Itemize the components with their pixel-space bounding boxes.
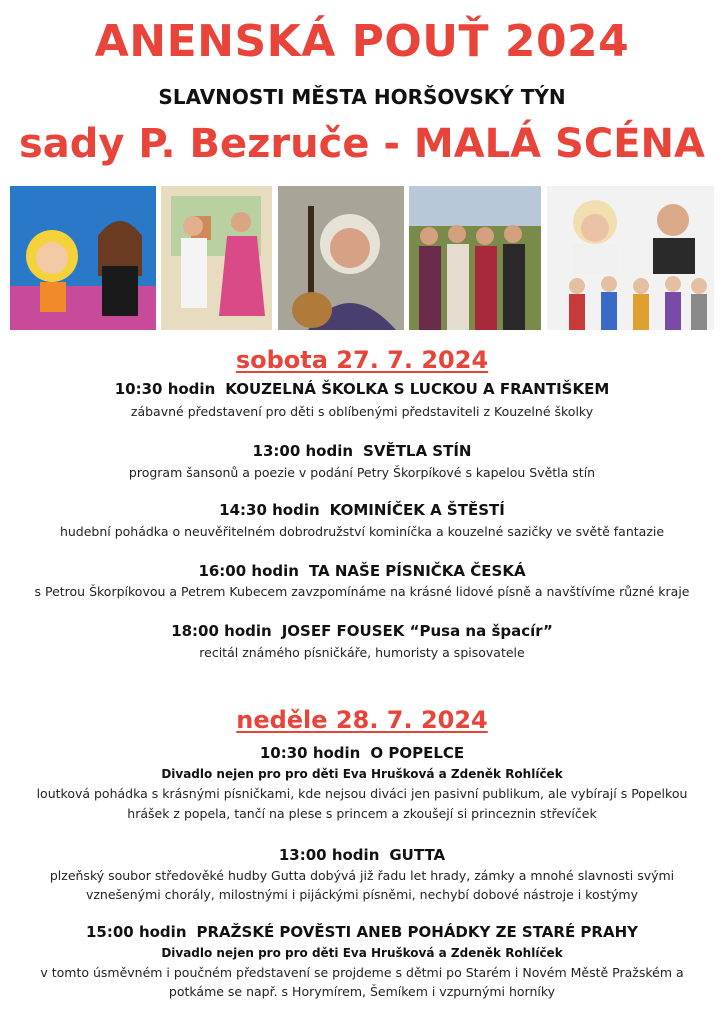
event-name: TA NAŠE PÍSNIČKA ČESKÁ (308, 562, 526, 580)
event-title (0, 621, 724, 641)
event-title (0, 561, 724, 581)
event-time: 18:00 hodin (171, 622, 272, 640)
photo-josef-fousek (278, 186, 404, 330)
event-performer: Divadlo nejen pro pro děti Eva Hrušková a Zdeněk Rohlíček (161, 946, 563, 960)
event-name: GUTTA (389, 846, 446, 864)
event-name: KOUZELNÁ ŠKOLKA S LUCKOU A FRANTIŠKEM (225, 380, 610, 398)
saturday-heading: sobota 27. 7. 2024 (235, 346, 489, 374)
event-time: 15:00 hodin (85, 923, 187, 941)
event-title (0, 845, 724, 865)
poster-title: ANENSKÁ POUŤ 2024 (94, 16, 630, 67)
sunday-heading: neděle 28. 7. 2024 (236, 706, 488, 734)
photo-strip (0, 186, 724, 330)
event-time: 10:30 hodin (114, 380, 216, 398)
event-time: 13:00 hodin (252, 442, 354, 460)
event-name: O POPELCE (370, 744, 465, 762)
event-description: zábavné představení pro děti s oblíbenými představiteli z Kouzelné školky (130, 404, 594, 419)
event-title (0, 743, 724, 763)
event-name: JOSEF FOUSEK “Pusa na špacír” (281, 622, 553, 640)
event-title (0, 441, 724, 461)
photo-gutta (409, 186, 541, 330)
event-description: s Petrou Škorpíkovou a Petrem Kubecem zavzpomínáme na krásné lidové písně a navštívíme různé kraje (34, 584, 690, 599)
event-description: potkáme se např. s Horymírem, Šemíkem i vzpurnými horníky (168, 984, 556, 999)
event-description: hudební pohádka o neuvěřitelném dobrodružství kominíčka a kouzelné sazičky ve světě fantazie (59, 524, 665, 539)
event-title (0, 922, 724, 942)
event-description: hrášek z popela, tančí na plese s princem a zkoušejí si princeznin střevíček (127, 806, 597, 821)
event-time: 16:00 hodin (198, 562, 299, 580)
event-title (0, 500, 724, 520)
event-description: recitál známého písničkáře, humoristy a spisovatele (199, 645, 525, 660)
event-time: 14:30 hodin (219, 501, 320, 519)
venue-title: sady P. Bezruče - MALÁ SCÉNA (19, 121, 705, 167)
event-description: program šansonů a poezie v podání Petry Škorpíkové s kapelou Světla stín (128, 465, 596, 480)
event-description: vznešenými chorály, milostnými i pijáckými písněmi, nechybí dobové nástroje i kostýmy (85, 887, 639, 902)
event-time: 10:30 hodin (259, 744, 361, 762)
event-name: SVĚTLA STÍN (363, 442, 472, 460)
photo-kominicek (161, 186, 272, 330)
event-name: PRAŽSKÉ POVĚSTI ANEB POHÁDKY ZE STARÉ PRAHY (196, 923, 639, 941)
event-description: loutková pohádka s krásnými písničkami, kde nejsou diváci jen pasivní publikum, ale vybírají s Popelkou (36, 786, 688, 801)
event-title (0, 379, 724, 399)
poster-subtitle: SLAVNOSTI MĚSTA HORŠOVSKÝ TÝN (158, 85, 566, 109)
event-time: 13:00 hodin (278, 846, 380, 864)
event-performer: Divadlo nejen pro pro děti Eva Hrušková a Zdeněk Rohlíček (161, 767, 563, 781)
photo-kouzelna-skolka (10, 186, 156, 330)
photo-loutky (547, 186, 714, 330)
event-description: v tomto úsměvném i poučném představení se projdeme s dětmi po Starém i Novém Městě Pražském a (40, 965, 684, 980)
event-name: KOMINÍČEK A ŠTĚSTÍ (329, 501, 505, 519)
event-description: plzeňský soubor středověké hudby Gutta dobývá již řadu let hrady, zámky a mnohé slavnosti svými (49, 868, 675, 883)
